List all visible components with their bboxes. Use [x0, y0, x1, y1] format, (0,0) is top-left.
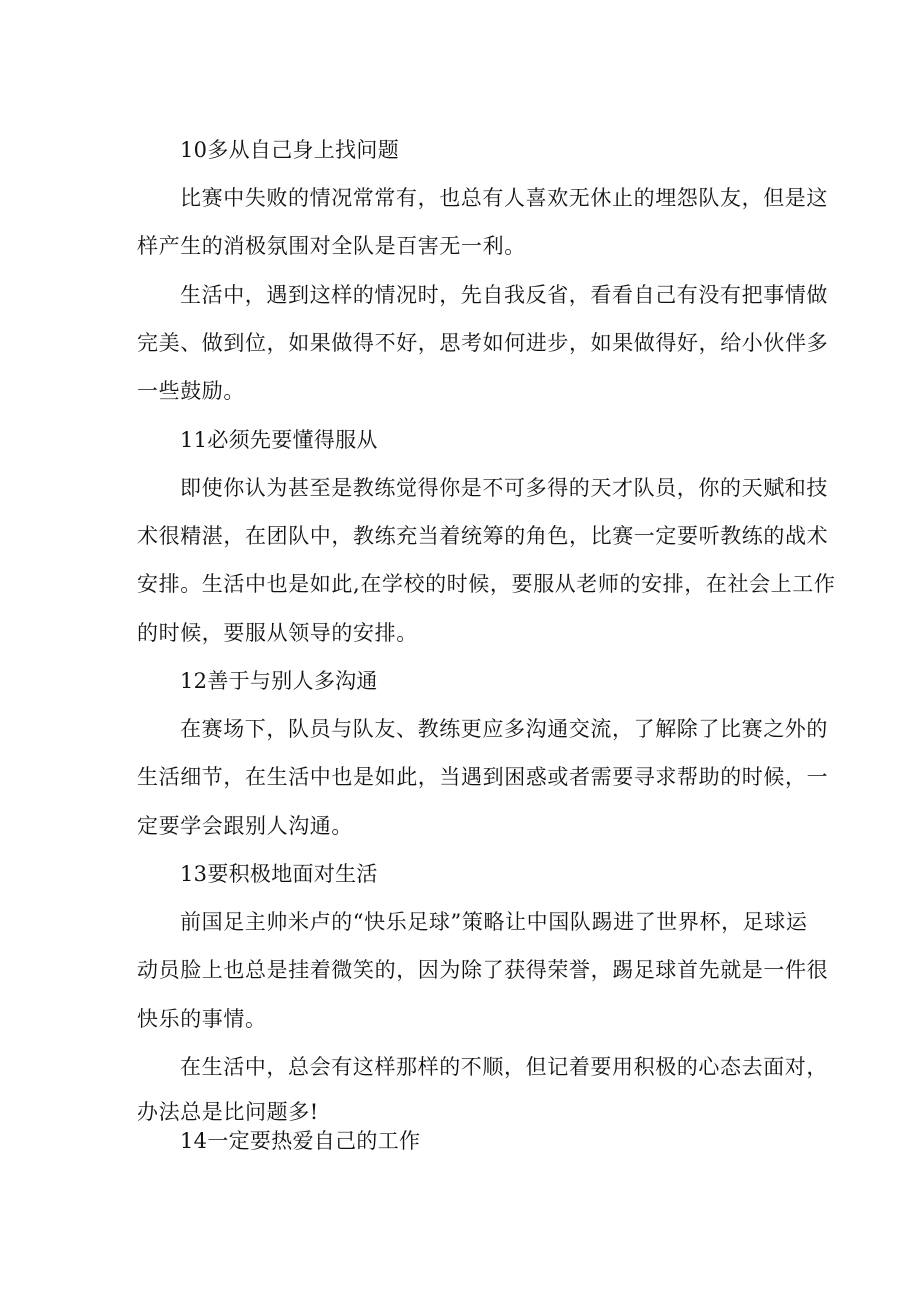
section-heading-12: 12善于与别人多沟通 [180, 669, 378, 693]
paragraph-line: 即使你认为甚至是教练觉得你是不可多得的天才队员，你的天赋和技 [180, 476, 828, 500]
section-heading-13: 13要积极地面对生活 [180, 862, 378, 886]
paragraph-line: 动员脸上也总是挂着微笑的，因为除了获得荣誉，踢足球首先就是一件很 [137, 958, 829, 982]
paragraph-line: 生活中，遇到这样的情况时，先自我反省，看看自己有没有把事情做 [180, 283, 828, 307]
paragraph-line: 安排。生活中也是如此,在学校的时候，要服从老师的安排，在社会上工作 [137, 572, 836, 596]
paragraph-line: 的时候，要服从领导的安排。 [137, 621, 418, 645]
paragraph-line: 样产生的消极氛围对全队是百害无一利。 [137, 234, 526, 258]
paragraph-line: 在赛场下，队员与队友、教练更应多沟通交流，了解除了比赛之外的 [180, 717, 828, 741]
paragraph-line: 快乐的事情。 [137, 1007, 267, 1031]
paragraph-line: 生活细节，在生活中也是如此，当遇到困惑或者需要寻求帮助的时候，一 [137, 765, 829, 789]
paragraph-line: 一些鼓励。 [137, 379, 245, 403]
paragraph-line: 完美、做到位，如果做得不好，思考如何进步，如果做得好，给小伙伴多 [137, 331, 829, 355]
paragraph-line: 定要学会跟别人沟通。 [137, 814, 353, 838]
section-heading-11: 11必须先要懂得服从 [180, 428, 378, 452]
paragraph-line: 术很精湛，在团队中，教练充当着统筹的角色，比赛一定要听教练的战术 [137, 524, 829, 548]
paragraph-line: 比赛中失败的情况常常有，也总有人喜欢无休止的埋怨队友，但是这 [180, 186, 828, 210]
paragraph-line: 前国足主帅米卢的“快乐足球”策略让中国队踢进了世界杯，足球运 [180, 910, 808, 934]
paragraph-line: 在生活中，总会有这样那样的不顺，但记着要用积极的心态去面对， [180, 1055, 828, 1079]
section-heading-10: 10多从自己身上找问题 [180, 138, 400, 162]
section-heading-14: 14一定要热爱自己的工作 [180, 1129, 421, 1153]
paragraph-line: 办法总是比问题多! [137, 1100, 319, 1124]
